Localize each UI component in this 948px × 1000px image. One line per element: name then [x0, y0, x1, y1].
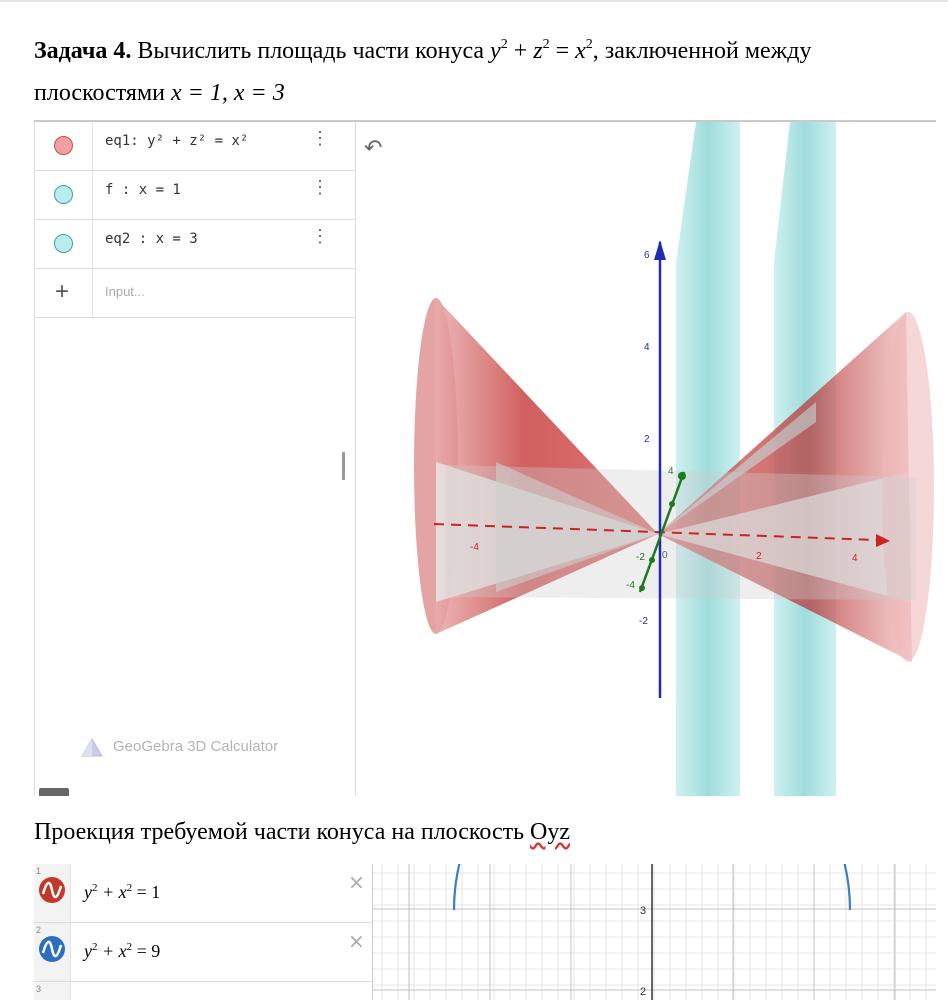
- planes-equation: x = 1, x = 3: [171, 80, 285, 106]
- origin-label: 0: [662, 550, 668, 561]
- algebra-input-row[interactable]: [35, 269, 355, 318]
- projection-caption: [34, 812, 570, 852]
- y-tick-minus4: -4: [626, 580, 635, 591]
- page-top-border: [0, 0, 948, 2]
- algebra-text-eq2[interactable]: eq2 : x = 3: [105, 231, 198, 247]
- y-tick-2: 2: [640, 986, 647, 998]
- z-tick-minus2: -2: [639, 616, 648, 627]
- 3d-scene: [356, 122, 936, 796]
- close-icon[interactable]: ×: [348, 929, 365, 953]
- x-tick-2: 2: [756, 551, 762, 562]
- add-icon[interactable]: +: [55, 278, 70, 305]
- more-menu-icon[interactable]: ⋮: [311, 226, 329, 246]
- circle-1-equation[interactable]: $y^2 + x^2 = 1$: [84, 882, 161, 902]
- y-tick-3: 3: [640, 905, 647, 917]
- caption-plane-name: Oyz: [530, 819, 571, 845]
- curve-visibility-icon[interactable]: [38, 935, 66, 963]
- visibility-toggle-eq1[interactable]: [54, 136, 73, 155]
- problem-line2: плоскостями: [34, 80, 172, 106]
- algebra-row-empty[interactable]: 3: [34, 982, 372, 1000]
- problem-statement: [34, 24, 944, 114]
- y-tick-minus2: -2: [636, 552, 645, 563]
- panel-resize-handle[interactable]: [342, 452, 345, 480]
- problem-text-after: , заключенной между: [592, 38, 812, 64]
- problem-text-before: Вычислить площадь части конуса: [131, 38, 491, 64]
- algebra-row-circle-1[interactable]: 1 $y^2 + x^2 = 1$ ×: [34, 864, 372, 923]
- caption-text: Проекция требуемой части конуса на плоскость: [34, 819, 531, 845]
- z-tick-6: 6: [644, 250, 650, 261]
- undo-icon[interactable]: ↶: [364, 136, 383, 161]
- keyboard-icon[interactable]: [39, 788, 69, 796]
- circle-2-equation[interactable]: $y^2 + x^2 = 9$: [84, 941, 161, 961]
- algebra-text-eq1[interactable]: eq1: y² + z² = x²: [105, 133, 249, 149]
- graphics-3d-view[interactable]: [356, 122, 936, 796]
- close-icon[interactable]: ×: [348, 870, 365, 894]
- x-tick-4: 4: [852, 553, 858, 564]
- algebra-row-circle-2[interactable]: 2 $y^2 + x^2 = 9$ ×: [34, 923, 372, 982]
- graphics-2d-view[interactable]: [373, 864, 936, 1000]
- algebra-input-field[interactable]: Input...: [105, 284, 145, 299]
- algebra-row-eq2[interactable]: [35, 220, 355, 269]
- algebra-panel-2d: [34, 864, 373, 1000]
- algebra-panel: [34, 122, 356, 796]
- visibility-toggle-f[interactable]: [54, 185, 73, 204]
- curve-visibility-icon[interactable]: [38, 876, 66, 904]
- x-tick-minus4: -4: [470, 542, 479, 553]
- geogebra-2d-screenshot: [34, 864, 936, 1000]
- z-tick-2: 2: [644, 434, 650, 445]
- more-menu-icon[interactable]: ⋮: [311, 177, 329, 197]
- geogebra-3d-screenshot: [34, 120, 936, 796]
- geogebra-logo-icon: [81, 738, 103, 758]
- algebra-row-eq1[interactable]: [35, 122, 355, 171]
- y-tick-4: 4: [668, 466, 674, 477]
- z-tick-4: 4: [644, 342, 650, 353]
- minor-grid: [373, 864, 936, 1000]
- plane-x-1: [676, 122, 740, 796]
- problem-label: Задача 4.: [34, 38, 132, 64]
- geogebra-brand-label: GeoGebra 3D Calculator: [113, 738, 279, 755]
- more-menu-icon[interactable]: ⋮: [311, 128, 329, 148]
- algebra-text-f[interactable]: f : x = 1: [105, 182, 181, 198]
- algebra-row-f[interactable]: [35, 171, 355, 220]
- z-axis-arrow: [654, 240, 666, 260]
- cone-equation: $y^2 + z^2 = x^2$: [490, 37, 593, 64]
- visibility-toggle-eq2[interactable]: [54, 234, 73, 253]
